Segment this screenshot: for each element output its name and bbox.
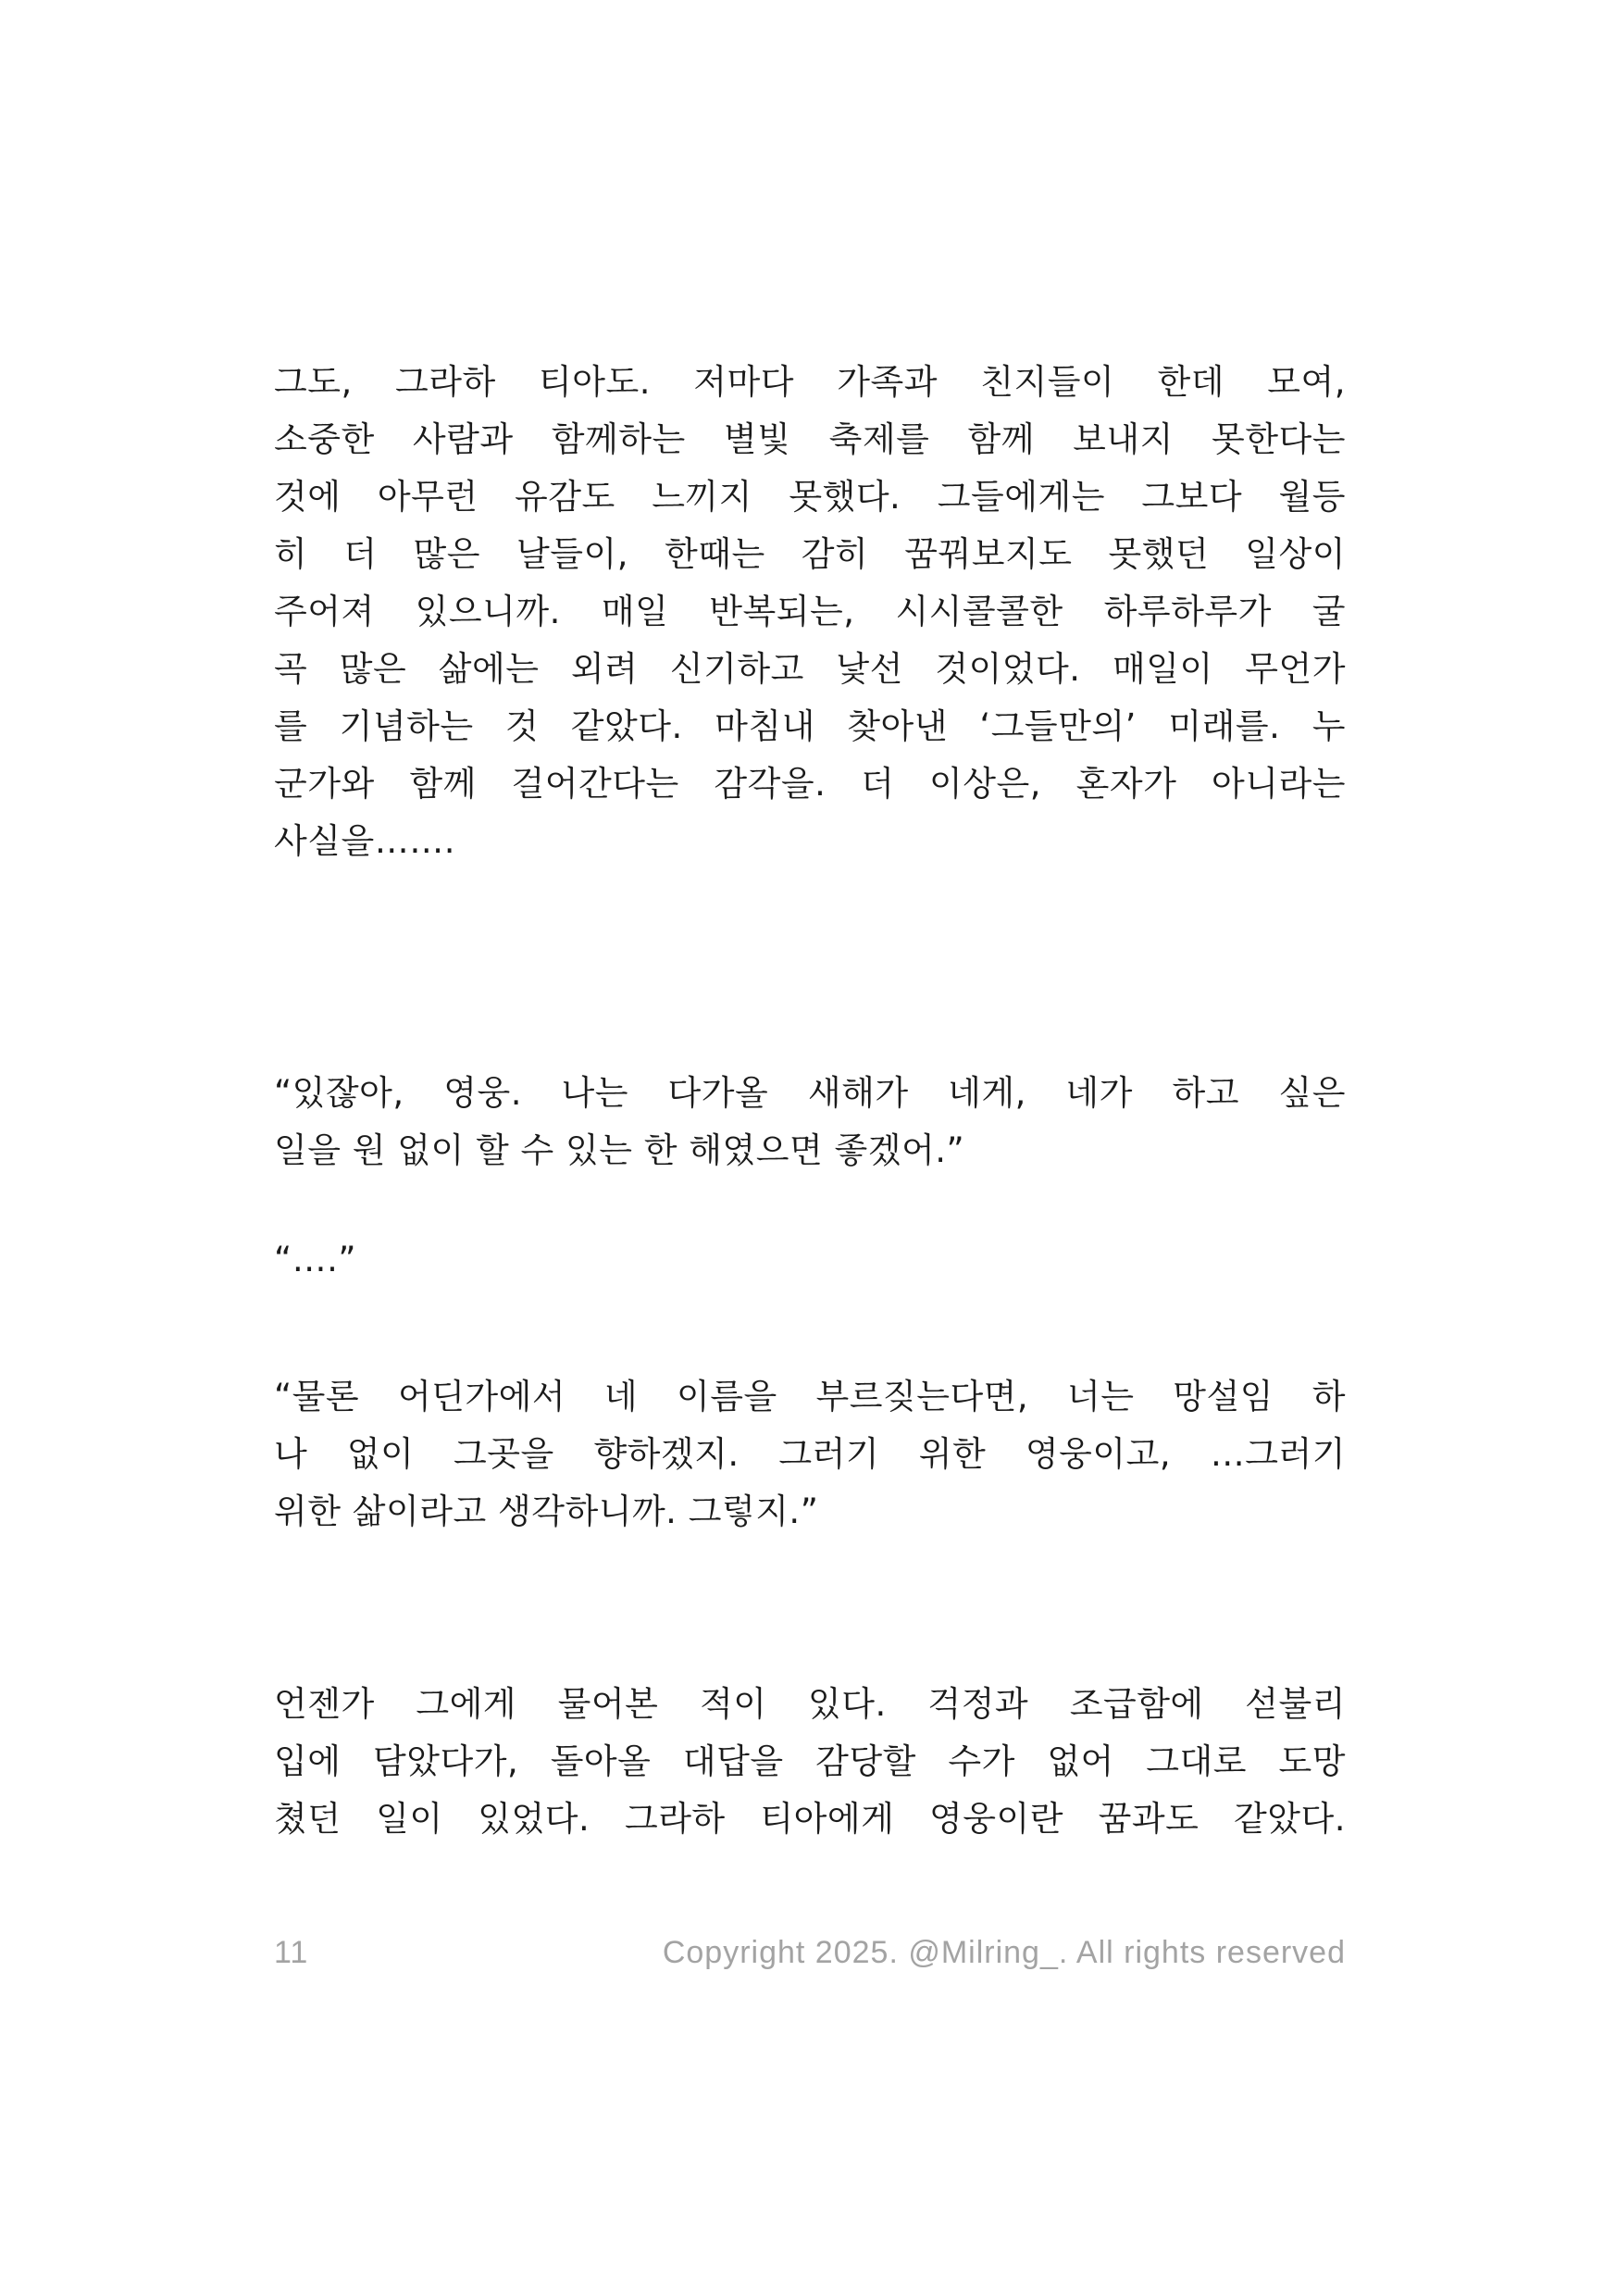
text-line: 입에 담았다가, 돌아올 대답을 감당할 수가 없어 그대로 도망 [274, 1741, 1346, 1781]
text-line: “물론 어딘가에서 네 이름을 부르짖는다면, 너는 망설임 하 [274, 1377, 1346, 1416]
text-line: 언젠가 그에게 물어본 적이 있다. 걱정과 조급함에 섣불리 [274, 1684, 1346, 1724]
text-line: 나 없이 그곳을 향하겠지. 그러기 위한 영웅이고, …그러기 [274, 1434, 1346, 1474]
text-line: 사실을……. [274, 821, 455, 861]
page-footer [274, 1935, 1346, 1972]
text-line: 를 기념하는 것 같았다. 마침내 찾아낸 ‘그들만의’ 미래를. 누 [274, 706, 1346, 746]
text-line: “있잖아, 영웅. 나는 다가올 새해가 네게, 네가 하고 싶은 [274, 1073, 1346, 1113]
text-line: 것에 아무런 유감도 느끼지 못했다. 그들에게는 그보다 월등 [274, 477, 1346, 517]
text-line: 곡 많은 삶에는 외려 신기하고 낯선 것이었다. 매일이 무언가 [274, 649, 1346, 689]
paragraph-3 [274, 1231, 1346, 1289]
page-number: 11 [274, 1935, 309, 1970]
copyright-notice: Copyright 2025. @Milring_. All rights reserved [662, 1935, 1346, 1970]
text-line: 군가와 함께 걸어간다는 감각을. 더 이상은, 혼자가 아니라는 [274, 764, 1346, 804]
text-line: 소중한 사람과 함께하는 별빛 축제를 함께 보내지 못한다는 [274, 419, 1346, 459]
text-line: 쳤던 일이 있었다. 그라하 티아에게 영웅이란 꿈과도 같았다. [274, 1799, 1346, 1839]
text-line: 주어져 있으니까. 매일 반복되는, 시시콜콜한 하루하루가 굴 [274, 592, 1346, 631]
paragraph-2 [274, 1065, 1346, 1179]
paragraph-5 [274, 1676, 1346, 1848]
text-line: 그도, 그라하 티아도. 저마다 가족과 친지들이 한데 모여, [274, 362, 1346, 402]
paragraph-1 [274, 354, 1346, 870]
text-line: “….” [274, 1240, 357, 1279]
text-line: 히 더 많은 날들이, 한때는 감히 꿈꿔보지도 못했던 일상이 [274, 534, 1346, 574]
paragraph-4 [274, 1368, 1346, 1541]
text-line: 일을 원 없이 할 수 있는 한 해였으면 좋겠어.” [274, 1130, 965, 1170]
text-line: 위한 삶이라고 생각하니까. 그렇지.” [274, 1491, 819, 1531]
